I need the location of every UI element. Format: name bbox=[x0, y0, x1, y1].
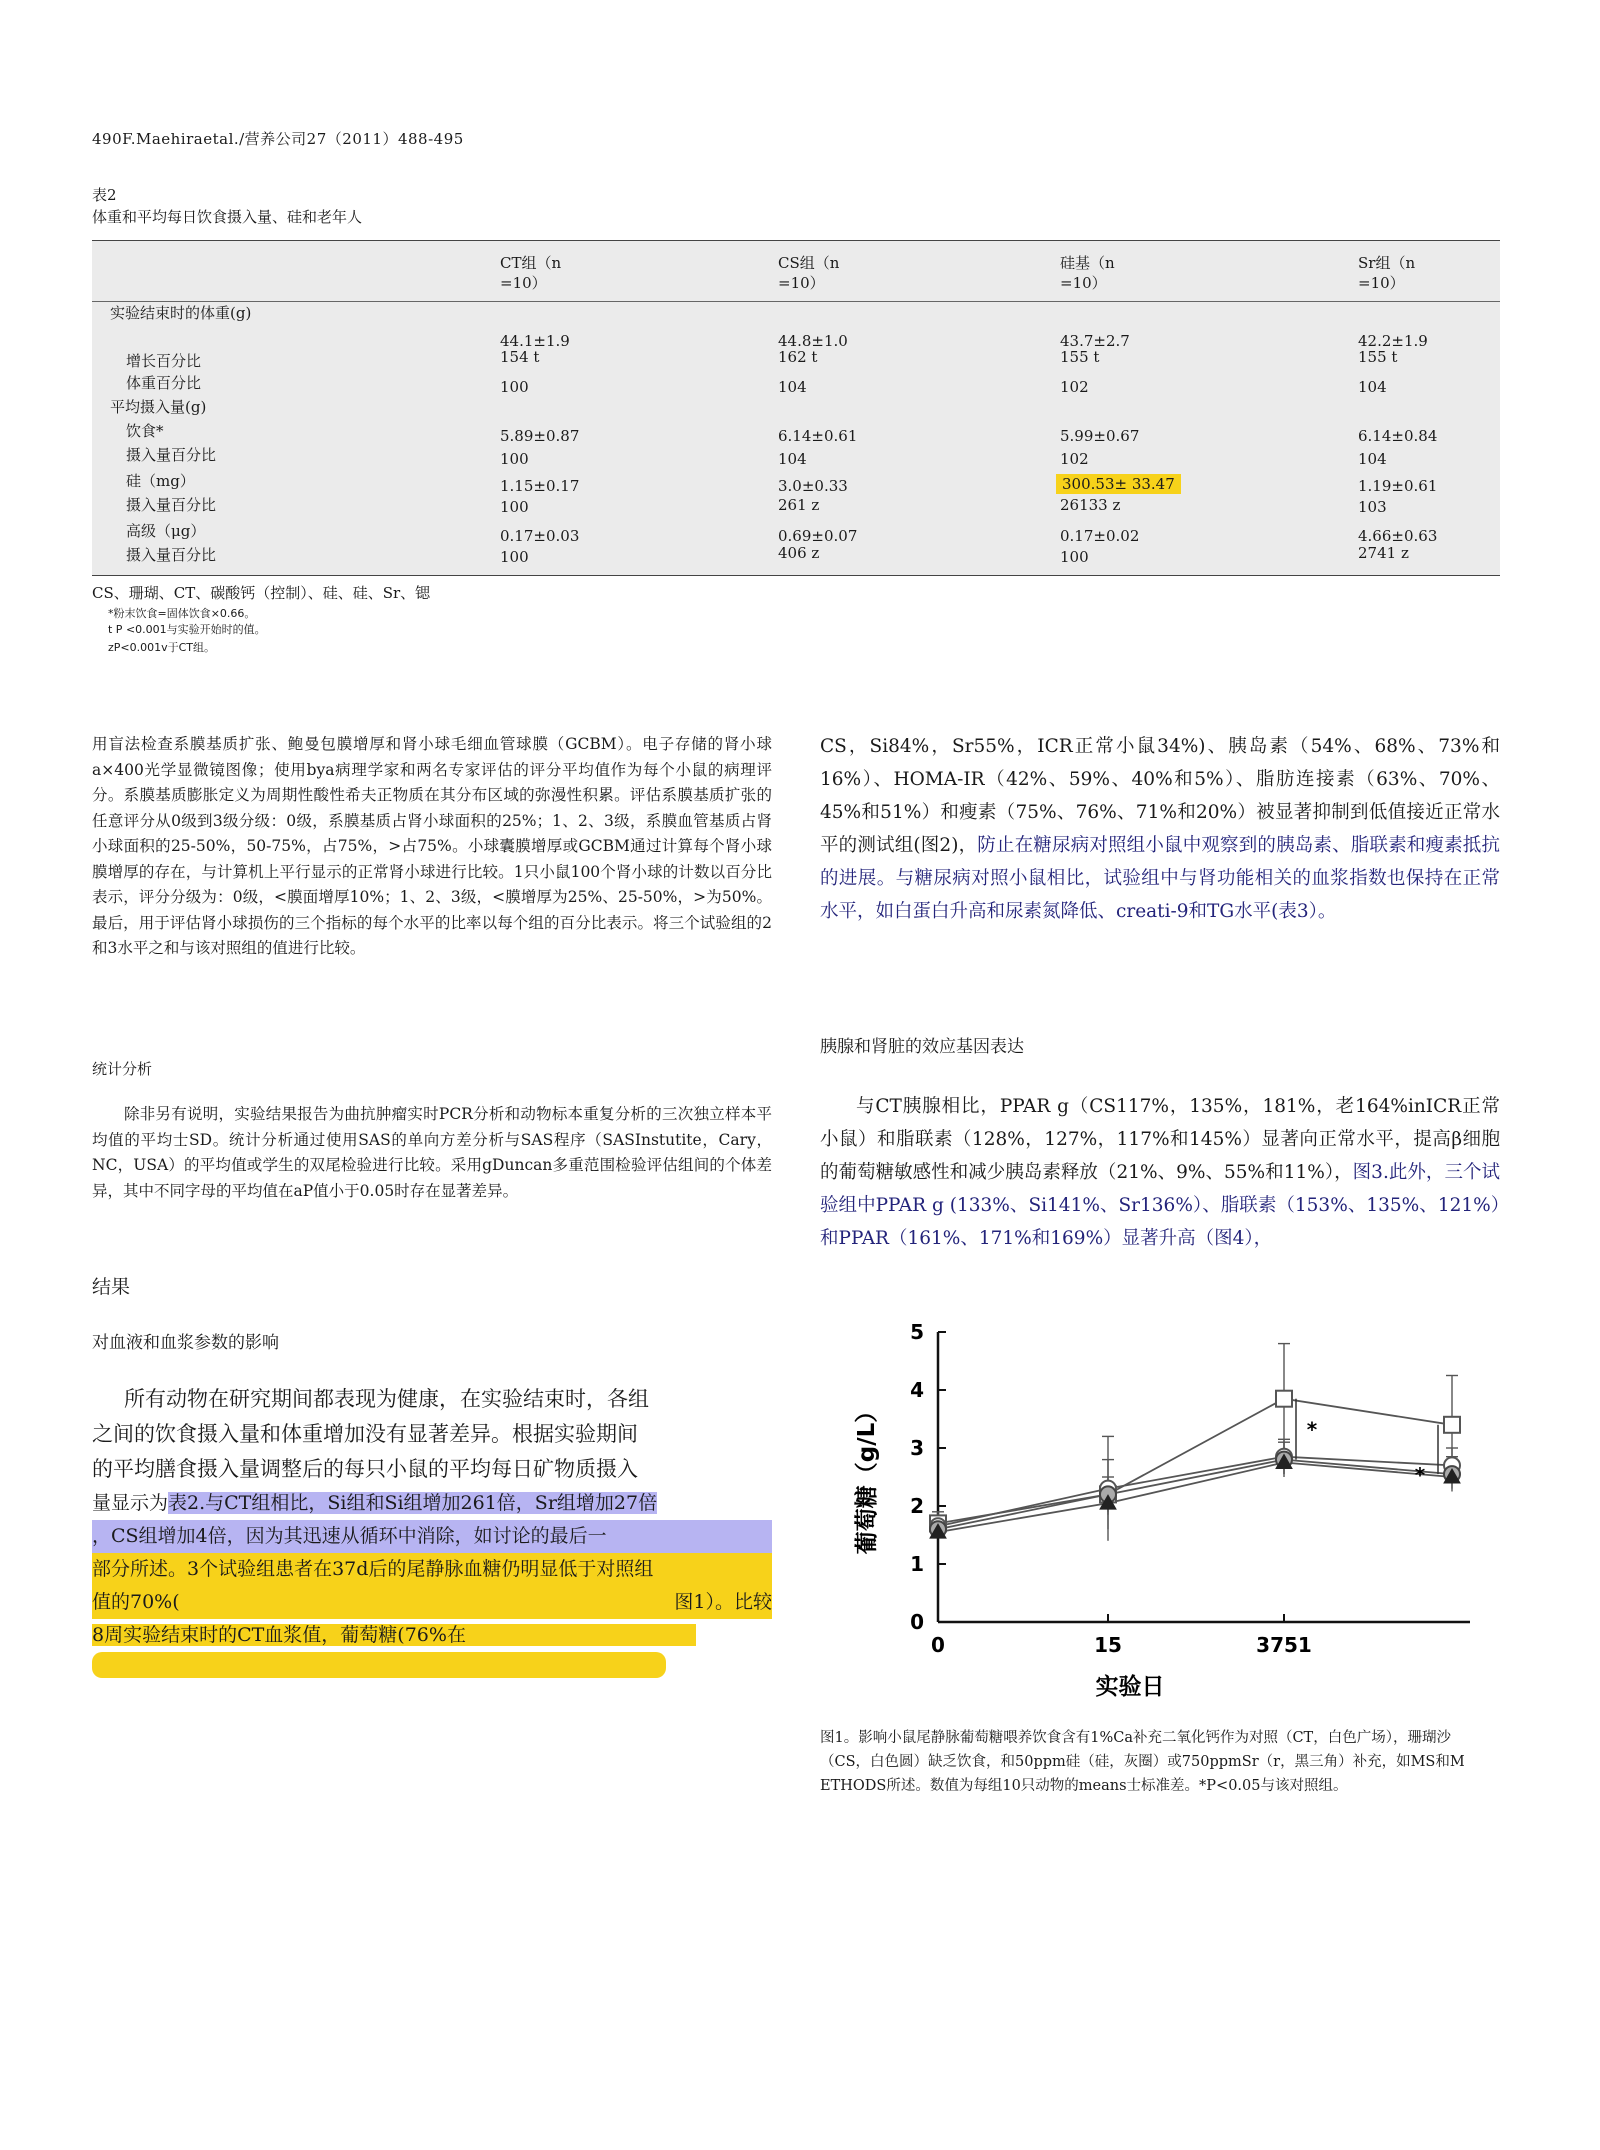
table-footnote: zP<0.001v于CT组。 bbox=[108, 641, 216, 654]
x-tick-label: 3751 bbox=[1256, 1633, 1312, 1657]
table-cell: 6.14±0.61 bbox=[778, 427, 858, 445]
section-label-weight: 实验结束时的体重(g) bbox=[110, 304, 252, 322]
table-footnote-abbrev: CS、珊瑚、CT、碳酸钙（控制）、硅、硅、Sr、锶 bbox=[92, 584, 431, 602]
text-line: 的平均膳食摄入量调整后的每只小鼠的平均每日矿物质摄入 bbox=[92, 1457, 638, 1481]
table-footnote: t P <0.001与实验开始时的值。 bbox=[108, 623, 266, 636]
section-heading-gene: 胰腺和肾脏的效应基因表达 bbox=[820, 1037, 1024, 1057]
table-cell: 43.7±2.7 bbox=[1060, 332, 1130, 350]
text-segment: 防止在糖尿病对照组小鼠中观察到的胰岛素、脂联素和瘦素抵抗的进展。与糖尿病对照小鼠相比，试验组中与肾功能相关的血浆指数也保持在正常水平，如白蛋白升高和尿素氮降低、creati-9和TG水平(表3）。 bbox=[820, 835, 1500, 922]
highlighted-text bbox=[92, 1586, 772, 1619]
table-cell-highlighted: 300.53± 33.47 bbox=[1056, 474, 1181, 494]
table-cell: 2741 z bbox=[1358, 544, 1409, 562]
y-axis-label: 葡萄糖（g/L） bbox=[854, 1399, 880, 1555]
table-cell: 261 z bbox=[778, 496, 820, 514]
table-cell: 155 t bbox=[1358, 348, 1398, 366]
y-tick-label: 2 bbox=[910, 1494, 924, 1518]
data-point-square bbox=[1276, 1391, 1292, 1407]
table-cell: 100 bbox=[500, 548, 529, 566]
stats-paragraph: 除非另有说明，实验结果报告为曲抗肿瘤实时PCR分析和动物标本重复分析的三次独立样本平均值的平均士SD。统计分析通过使用SAS的单向方差分析与SAS程序（SASInstutite，Cary，NC，USA）的平均值或学生的双尾检验进行比较。采用gDuncan多重范围检验评估组间的个体差异，其中不同字母的平均值在aP值小于0.05时存在显著差异。 bbox=[92, 1105, 772, 1200]
highlighted-text: 部分所述。3个试验组患者在37d后的尾静脉血糖仍明显低于对照组 bbox=[92, 1553, 772, 1586]
table-cell: 104 bbox=[1358, 450, 1387, 468]
y-tick-label: 0 bbox=[910, 1610, 924, 1634]
y-tick-label: 3 bbox=[910, 1436, 924, 1460]
table-cell: 0.17±0.02 bbox=[1060, 527, 1140, 545]
highlighted-text: 表2.与CT组相比，Si组和Si组增加261倍，Sr组增加27倍 bbox=[168, 1492, 658, 1514]
x-axis-label: 实验日 bbox=[1095, 1674, 1165, 1700]
significance-asterisk: * bbox=[1414, 1463, 1426, 1488]
highlighted-text: 8周实验结束时的CT血浆值，葡萄糖(76%在 bbox=[92, 1624, 696, 1646]
text-segment: 与CT胰腺相比，PPAR g（CS117%，135%，181%，老164%inICR正常小鼠）和脂联素（128%，127%，117%和145%）显著向正常水平，提高β细胞的葡萄糖敏感性和减少胰岛素释放（21%、9%、55%和11%）， bbox=[820, 1096, 1500, 1183]
y-tick-label: 4 bbox=[910, 1378, 924, 1402]
row-label: 摄入量百分比 bbox=[126, 496, 217, 514]
table-cell: 5.89±0.87 bbox=[500, 427, 580, 445]
table-header-divider bbox=[92, 301, 1500, 302]
table-cell: 44.8±1.0 bbox=[778, 332, 848, 350]
table-cell: 104 bbox=[778, 378, 807, 396]
col-header-sr: Sr组（n =10） bbox=[1358, 254, 1416, 292]
text-segment: 值的70%( bbox=[92, 1591, 180, 1613]
x-tick-label: 15 bbox=[1094, 1633, 1122, 1657]
section-heading-stats: 统计分析 bbox=[92, 1060, 153, 1078]
text-line: 所有动物在研究期间都表现为健康，在实验结束时，各组 bbox=[124, 1387, 649, 1411]
table-cell: 6.14±0.84 bbox=[1358, 427, 1438, 445]
table-cell: 104 bbox=[1358, 378, 1387, 396]
highlight-smear bbox=[92, 1652, 666, 1678]
running-header: 490F.Maehiraetal./营养公司27（2011）488-495 bbox=[92, 130, 464, 148]
table-cell: 0.17±0.03 bbox=[500, 527, 580, 545]
text-segment: 图1）。比较 bbox=[674, 1591, 772, 1613]
highlighted-text: ，CS组增加4倍，因为其迅速从循环中消除，如讨论的最后一 bbox=[92, 1520, 772, 1553]
results-paragraph bbox=[92, 1382, 772, 1678]
table-cell: 1.15±0.17 bbox=[500, 477, 580, 495]
table-cell: 406 z bbox=[778, 544, 820, 562]
table-cell: 104 bbox=[778, 450, 807, 468]
text-segment: 量显示为 bbox=[92, 1492, 169, 1514]
col-header-si: 硅基（n =10） bbox=[1060, 254, 1115, 292]
row-label: 体重百分比 bbox=[126, 374, 202, 392]
row-label: 增长百分比 bbox=[126, 352, 202, 370]
table-cell: 102 bbox=[1060, 378, 1089, 396]
text-line bbox=[92, 1619, 772, 1652]
col-header-ct: CT组（n =10） bbox=[500, 254, 562, 292]
table-cell: 162 t bbox=[778, 348, 818, 366]
text-line: 之间的饮食摄入量和体重增加没有显著差异。根据实验期间 bbox=[92, 1422, 638, 1446]
table-cell: 1.19±0.61 bbox=[1358, 477, 1438, 495]
table-cell: 26133 z bbox=[1060, 496, 1121, 514]
table-title: 体重和平均每日饮食摄入量、硅和老年人 bbox=[92, 208, 363, 226]
table-cell: 0.69±0.07 bbox=[778, 527, 858, 545]
table-footnote: *粉末饮食=固体饮食×0.66。 bbox=[108, 607, 256, 620]
significance-asterisk: * bbox=[1306, 1417, 1318, 1442]
row-label: 摄入量百分比 bbox=[126, 446, 217, 464]
data-table bbox=[92, 240, 1500, 576]
table-cell: 103 bbox=[1358, 498, 1387, 516]
row-label: 硅（mg） bbox=[126, 472, 195, 490]
table-cell: 102 bbox=[1060, 450, 1089, 468]
section-heading-results: 结果 bbox=[92, 1276, 131, 1298]
row-label: 摄入量百分比 bbox=[126, 546, 217, 564]
table-cell: 100 bbox=[500, 378, 529, 396]
table-cell: 3.0±0.33 bbox=[778, 477, 848, 495]
results-paragraph-right bbox=[820, 730, 1500, 928]
gene-paragraph bbox=[820, 1090, 1500, 1255]
section-label-intake: 平均摄入量(g) bbox=[110, 398, 207, 416]
x-tick-label: 0 bbox=[931, 1633, 945, 1657]
data-point-square bbox=[1444, 1417, 1460, 1433]
table-cell: 42.2±1.9 bbox=[1358, 332, 1428, 350]
row-label: 高级（μg） bbox=[126, 522, 206, 540]
table-cell: 4.66±0.63 bbox=[1358, 527, 1438, 545]
row-label: 饮食* bbox=[126, 422, 164, 440]
table-cell: 155 t bbox=[1060, 348, 1100, 366]
table-cell: 100 bbox=[500, 498, 529, 516]
y-tick-label: 5 bbox=[910, 1320, 924, 1344]
figure-1-chart bbox=[840, 1320, 1500, 1720]
table-cell: 100 bbox=[1060, 548, 1089, 566]
text-segment: CS，Si84%，Sr55%，ICR正常小鼠34%)、胰岛素（54%、68%、73%和16%）、HOMA-IR（42%、59%、40%和5%）、脂肪连接素（63%、70%、45%和51%）和瘦素（75%、76%、71%和20%）被显著抑制到低值接近正常水平的测试组(图2)， bbox=[820, 736, 1500, 856]
col-header-cs: CS组（n =10） bbox=[778, 254, 840, 292]
table-cell: 100 bbox=[500, 450, 529, 468]
table-cell: 44.1±1.9 bbox=[500, 332, 570, 350]
table-cell: 5.99±0.67 bbox=[1060, 427, 1140, 445]
subsection-heading: 对血液和血浆参数的影响 bbox=[92, 1333, 279, 1353]
text-segment: 图3.此外，三个试验组中PPAR g (133%、Si141%、Sr136%）、脂联素（153%、135%、121%）和PPAR（161%、171%和169%）显著升高（图4）， bbox=[820, 1162, 1500, 1249]
figure-caption: 图1。影响小鼠尾静脉葡萄糖喂养饮食含有1%Ca补充二氧化钙作为对照（CT，白色广场），珊瑚沙（CS，白色圆）缺乏饮食，和50ppm硅（硅，灰圈）或750ppmSr（r，黑三角）补充，如MS和M ETHODS所述。数值为每组10只动物的means士标准差。*P<0.05与该对照组。 bbox=[820, 1730, 1465, 1794]
table-label: 表2 bbox=[92, 186, 117, 204]
text-line bbox=[92, 1487, 772, 1520]
y-tick-label: 1 bbox=[910, 1552, 924, 1576]
methods-paragraph: 用盲法检查系膜基质扩张、鲍曼包膜增厚和肾小球毛细血管球膜（GCBM）。电子存储的肾小球a×400光学显微镜图像；使用bya病理学家和两名专家评估的评分平均值作为每个小鼠的病理评分。系膜基质膨胀定义为周期性酸性希夫正物质在其分布区域的弥漫性积累。评估系膜基质扩张的任意评分从0级到3级分级：0级，系膜基质占肾小球面积的25%；1、2、3级，系膜血管基质占肾小球面积的25-50%，50-75%，占75%，>占75%。小球囊膜增厚或GCBM通过计算每个肾小球膜增厚的存在，与计算机上平行显示的正常肾小球进行比较。1只小鼠100个肾小球的计数以百分比表示，评分分级为：0级，<膜面增厚10%；1、2、3级，<膜增厚为25%、25-50%，>为50%。最后，用于评估肾小球损伤的三个指标的每个水平的比率以每个组的百分比表示。将三个试验组的2和3水平之和与该对照组的值进行比较。 bbox=[92, 735, 772, 957]
table-cell: 154 t bbox=[500, 348, 540, 366]
